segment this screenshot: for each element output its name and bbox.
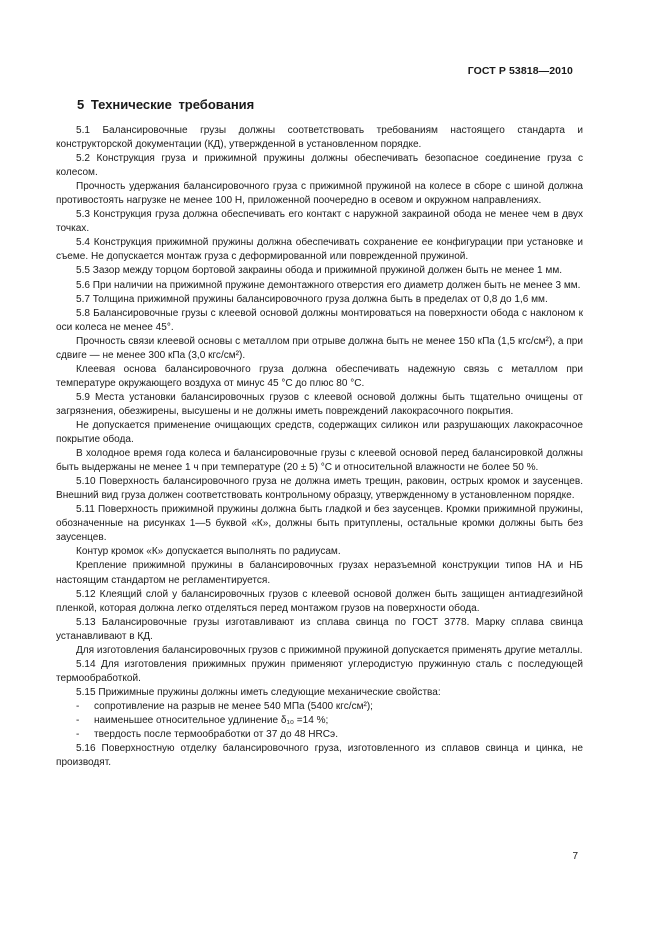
paragraph: 5.15 Прижимные пружины должны иметь следующие механические свойства: [76,686,441,698]
paragraph: Не допускается применение очищающих средств, содержащих силикон или разрушающих лакокрасочное покрытие обода. [56,419,583,446]
page-number: 7 [572,851,578,862]
paragraph: 5.8 Балансировочные грузы с клеевой основой должны монтироваться на поверхности обода с наклоном к оси колеса не менее 45°. [56,307,583,333]
paragraph: 5.3 Конструкция груза должна обеспечивать его контакт с наружной закраиной обода не менее чем в двух точках. [56,209,583,235]
paragraph: В холодное время года колеса и балансировочные грузы с клеевой основой перед балансировкой должны быть выдержаны не менее 1 ч при температуре (20 ± 5) °С и относительной влажности не более 50 %. [56,448,583,474]
paragraph: 5.4 Конструкция прижимной пружины должна обеспечивать сохранение ее конфигурации при установке и съеме. Не допускается монтаж груза с деформированной или поврежденной пружиной. [56,237,583,263]
paragraph: 5.10 Поверхность балансировочного груза не должна иметь трещин, раковин, острых кромок и заусенцев. Внешний вид груза должен соответствовать контрольному образцу, утвержденному в установленном порядке. [56,476,583,502]
paragraph: 5.5 Зазор между торцом бортовой закраины обода и прижимной пружиной должен быть не менее 1 мм. [76,265,563,277]
paragraph: Контур кромок «К» допускается выполнять по радиусам. [76,546,341,558]
paragraph: 5.16 Поверхностную отделку балансировочного груза, изготовленного из сплавов свинца и цинка, не производят. [56,743,583,769]
paragraph: 5.7 Толщина прижимной пружины балансировочного груза должна быть в пределах от 0,8 до 1,6 мм. [76,293,548,305]
list-item: - наименьшее относительное удлинение δ₁₀ =14 %; [56,714,583,728]
paragraph: 5.6 При наличии на прижимной пружине демонтажного отверстия его диаметр должен быть не менее 3 мм. [76,279,581,291]
paragraph: 5.1 Балансировочные грузы должны соответствовать требованиям настоящего стандарта и конструкторской документации (КД), утвержденной в установленном порядке. [56,125,583,151]
paragraph: 5.13 Балансировочные грузы изготавливают из сплава свинца по ГОСТ 3778. Марку сплава свинца устанавливают в КД. [56,616,583,642]
paragraph: Крепление прижимной пружины в балансировочных грузах неразъемной конструкции типов НА и НБ настоящим стандартом не регламентируется. [56,560,583,586]
document-body [56,124,583,770]
paragraph: Клеевая основа балансировочного груза должна обеспечивать надежную связь с металлом при температуре окружающего воздуха от минус 45 °С до плюс 80 °С. [56,363,583,389]
list-item: - твердость после термообработки от 37 до 48 HRCэ. [56,728,583,742]
list-item: - сопротивление на разрыв не менее 540 МПа (5400 кгс/см²); [56,700,583,714]
paragraph: Прочность связи клеевой основы с металлом при отрыве должна быть не менее 150 кПа (1,5 кгс/см²), а при сдвиге — не менее 300 кПа (3,0 кгс/см²). [56,335,583,361]
paragraph: Прочность удержания балансировочного груза с прижимной пружиной на колесе в сборе с шиной должна противостоять нагрузке не менее 100 Н, приложенной поочередно в осевом и окружном направлениях. [56,181,583,207]
section-title: 5 Технические требования [77,97,255,112]
paragraph: 5.14 Для изготовления прижимных пружин применяют углеродистую пружинную сталь с последующей термообработкой. [56,658,583,684]
paragraph: 5.2 Конструкция груза и прижимной пружины должны обеспечивать безопасное соединение груза с колесом. [56,153,583,179]
standard-header: ГОСТ Р 53818—2010 [467,65,573,77]
paragraph: 5.11 Поверхность прижимной пружины должна быть гладкой и без заусенцев. Кромки прижимной пружины, обозначенные на рисунках 1—5 буквой «К», должны быть притуплены, остальные кромки должны быть без заусенцев. [56,504,583,544]
paragraph: 5.12 Клеящий слой у балансировочных грузов с клеевой основой должен быть защищен антиадгезийной пленкой, которая должна легко отделяться перед монтажом грузов на поверхности обода. [56,588,583,614]
paragraph: Для изготовления балансировочных грузов с прижимной пружиной допускается применять другие металлы. [76,644,583,656]
paragraph: 5.9 Места установки балансировочных грузов с клеевой основой должны быть тщательно очищены от загрязнения, обезжирены, высушены и не должны иметь повреждений лакокрасочного покрытия. [56,391,583,417]
